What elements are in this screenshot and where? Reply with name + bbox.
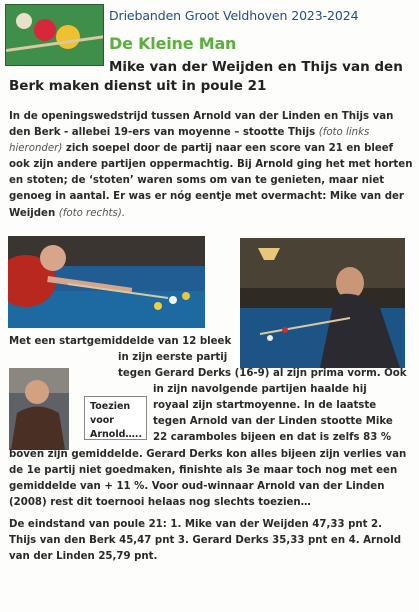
cue-stick — [6, 35, 104, 52]
para2-line-11: (2008) rest dit toernooi helaas nog slechts toezien… — [9, 497, 311, 508]
para2-line-3: tegen Gerard Derks (16-9) al zijn prima vorm. Ook — [118, 368, 407, 379]
para2-line-4: in zijn navolgende partijen haalde hij — [153, 384, 367, 395]
photo-caption-left: (foto links hieronder) — [9, 127, 370, 155]
para2-line-9: de 1e partij niet goedmaken, finishte als 3e maar toch nog met een — [9, 465, 398, 476]
para2-line-6: tegen Arnold van der Linden stootte Mike — [153, 416, 393, 427]
standings-line-1: De eindstand van poule 21: 1. Mike van der Weijden 47,33 pnt 2. — [9, 519, 383, 530]
column-title: De Kleine Man — [109, 34, 237, 53]
red-ball — [34, 19, 56, 41]
photo-callout — [84, 396, 147, 440]
para2-line-2: in zijn eerste partij — [118, 352, 228, 363]
callout-line-2: voor — [90, 415, 114, 426]
header-billiard-image — [5, 4, 104, 66]
photo-arnold-van-der-linden — [9, 368, 69, 450]
intro-paragraph — [9, 109, 413, 222]
intro-text-2: zich soepel door de partij naar een score van 21 en bleef ook zijn andere partijen oppermachtig. Bij Arnold ging het met horten en stoten; de ‘stoten’ waren soms om van te genieten, maar niet genoeg in aantal. Er was er nóg eentje met overmacht: Mike van der Weijden — [9, 143, 413, 219]
headline-line-2: Berk maken dienst uit in poule 21 — [9, 78, 267, 94]
photo-mike-van-der-weijden — [240, 238, 405, 368]
para2-line-5: royaal zijn startmoyenne. In de laatste — [153, 400, 377, 411]
para2-line-8: boven zijn gemiddelde. Gerard Derks kon alles bijeen zijn verlies van — [9, 449, 407, 460]
para2-line-1: Met een startgemiddelde van 12 bleek — [9, 336, 232, 347]
callout-line-3: Arnold….. — [90, 429, 143, 440]
photo-caption-right: (foto rechts). — [58, 207, 126, 219]
headline-line-1: Mike van der Weijden en Thijs van den — [109, 59, 403, 75]
series-title: Driebanden Groot Veldhoven 2023-2024 — [109, 8, 359, 23]
photo-thijs-van-den-berk — [8, 236, 205, 328]
standings-line-2: Thijs van den Berk 45,47 pnt 3. Gerard Derks 35,33 pnt en 4. Arnold — [9, 535, 402, 546]
white-ball — [16, 13, 32, 29]
callout-line-1: Toezien — [90, 401, 131, 412]
standings-line-3: van der Linden 25,79 pnt. — [9, 551, 158, 562]
yellow-ball — [56, 25, 80, 49]
intro-text-1: In de openingswedstrijd tussen Arnold van der Linden en Thijs van den Berk - allebei 19-ers van moyenne – stootte Thijs — [9, 111, 394, 139]
para2-line-10: gemiddelde van + 11 %. Voor oud-winnaar Arnold van der Linden — [9, 481, 385, 492]
article-headline — [9, 58, 414, 96]
para2-line-7: 22 caramboles bijeen en dat is zelfs 83 % — [153, 432, 392, 443]
